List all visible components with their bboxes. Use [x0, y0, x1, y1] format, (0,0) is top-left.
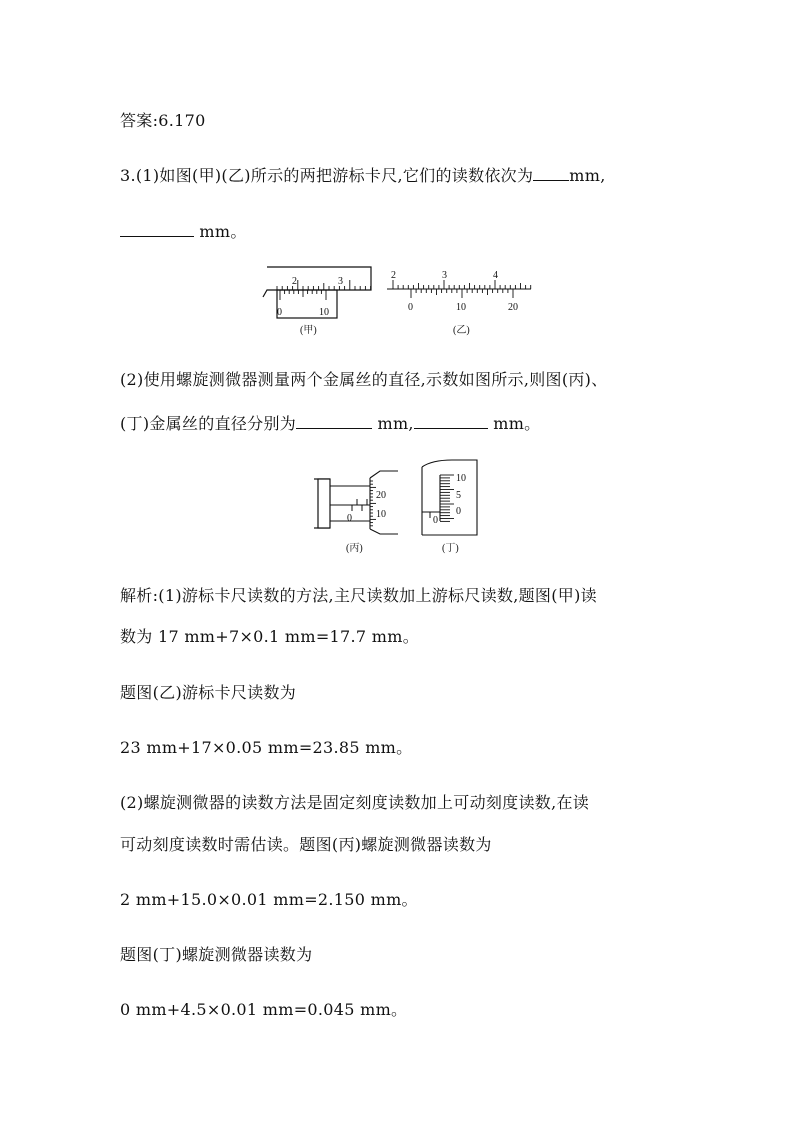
unit-text: mm。	[199, 222, 247, 241]
ding-sleeve-label: 0	[433, 515, 438, 526]
question-text: (丁)金属丝的直径分别为	[120, 414, 297, 433]
yi-main-label-4: 4	[493, 270, 498, 281]
solution-line-3: 题图(乙)游标卡尺读数为	[120, 683, 297, 702]
answer-blank[interactable]	[296, 414, 372, 429]
solution-line-1: 解析:(1)游标卡尺读数的方法,主尺读数加上游标尺读数,题图(甲)读	[120, 586, 597, 605]
question-3-line-1	[120, 163, 606, 186]
caliper-jia	[263, 267, 371, 336]
jia-caption: (甲)	[300, 325, 317, 336]
bing-thimble-label-20: 20	[376, 490, 386, 501]
jia-main-label-3: 3	[338, 276, 343, 287]
jia-main-label-2: 2	[292, 276, 297, 287]
micrometer-bing	[314, 471, 398, 554]
solution-line-7: 2 mm+15.0×0.01 mm=2.150 mm。	[120, 890, 418, 909]
yi-vernier-label-0: 0	[408, 302, 413, 313]
answer-text: 答案:6.170	[120, 111, 206, 130]
caliper-yi	[387, 270, 531, 336]
jia-vernier-label-10: 10	[319, 307, 329, 318]
yi-main-label-3: 3	[442, 270, 447, 281]
micrometer-ding	[422, 460, 477, 554]
yi-main-label-2: 2	[391, 270, 396, 281]
answer-blank[interactable]	[414, 414, 488, 429]
ding-thimble-label-5: 5	[456, 490, 461, 501]
solution-line-2: 数为 17 mm+7×0.1 mm=17.7 mm。	[120, 627, 420, 646]
question-text: 3.(1)如图(甲)(乙)所示的两把游标卡尺,它们的读数依次为	[120, 166, 534, 185]
unit-text: mm,	[569, 166, 606, 185]
ding-thimble-label-10: 10	[456, 473, 466, 484]
unit-text: mm。	[493, 414, 541, 433]
bing-caption: (丙)	[346, 543, 363, 554]
solution-line-4: 23 mm+17×0.05 mm=23.85 mm。	[120, 738, 413, 757]
bing-sleeve-label: 0	[347, 513, 352, 524]
yi-vernier-label-20: 20	[508, 302, 518, 313]
ding-caption: (丁)	[442, 543, 459, 554]
yi-vernier-label-10: 10	[456, 302, 466, 313]
answer-blank[interactable]	[533, 166, 569, 181]
question-3-line-2	[120, 219, 247, 242]
bing-thimble-label-10: 10	[376, 509, 386, 520]
vernier-caliper-figure	[255, 262, 545, 342]
answer-blank[interactable]	[120, 222, 194, 237]
solution-line-8: 题图(丁)螺旋测微器读数为	[120, 945, 313, 964]
ding-thimble-label-0: 0	[456, 506, 461, 517]
solution-line-5: (2)螺旋测微器的读数方法是固定刻度读数加上可动刻度读数,在读	[120, 793, 590, 812]
unit-text: mm,	[377, 414, 414, 433]
question-3-part2-line-1: (2)使用螺旋测微器测量两个金属丝的直径,示数如图所示,则图(丙)、	[120, 370, 608, 389]
solution-line-6: 可动刻度读数时需估读。题图(丙)螺旋测微器读数为	[120, 835, 492, 854]
jia-vernier-label-0: 0	[277, 307, 282, 318]
question-3-part2-line-2	[120, 411, 540, 434]
solution-line-9: 0 mm+4.5×0.01 mm=0.045 mm。	[120, 1000, 408, 1019]
micrometer-figure	[312, 455, 482, 560]
yi-caption: (乙)	[453, 325, 470, 336]
